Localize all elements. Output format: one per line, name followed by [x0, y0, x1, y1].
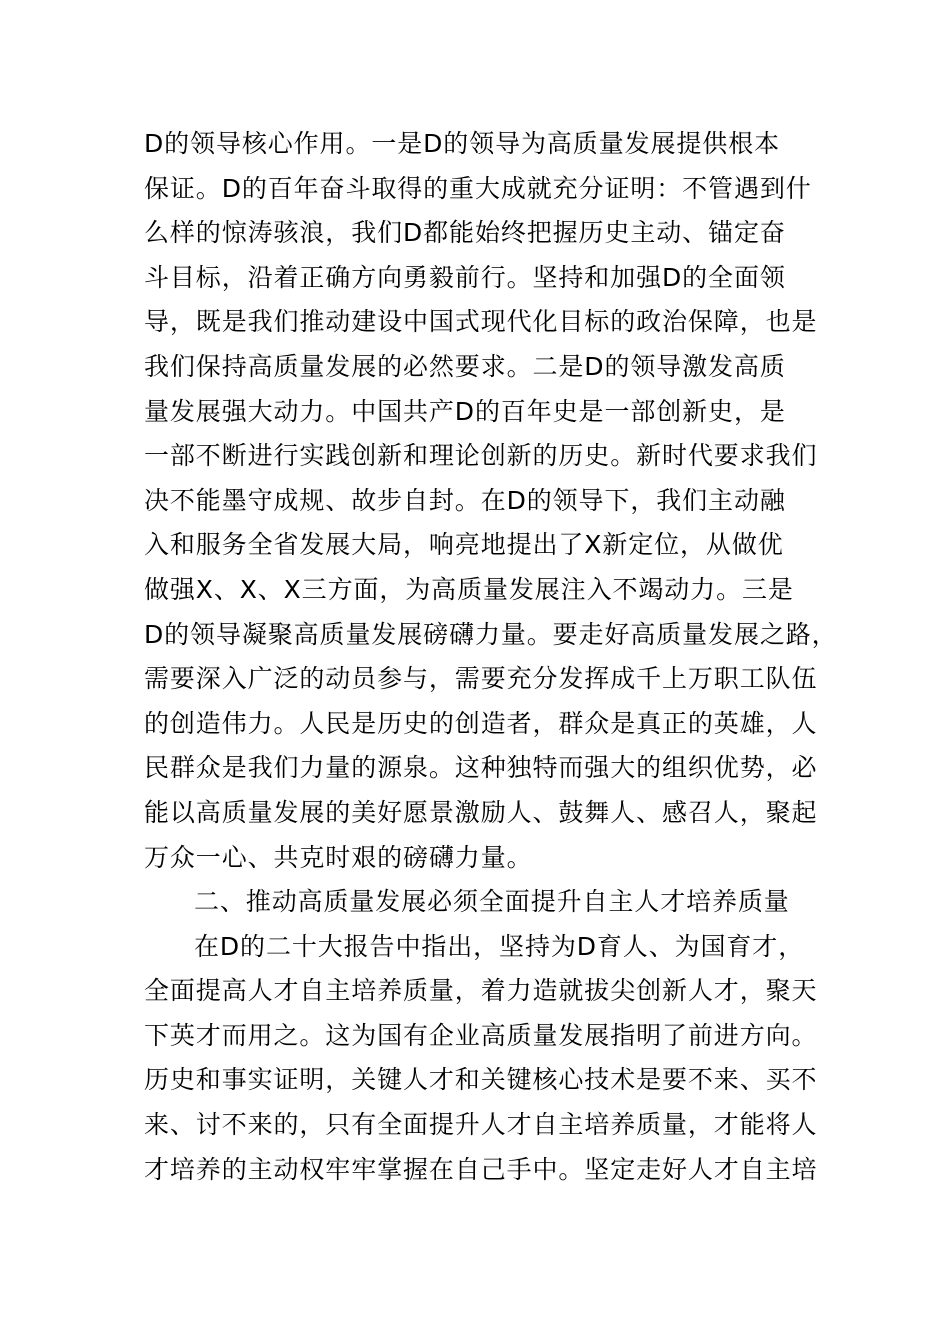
text-line: 我们保持高质量发展的必然要求。二是D的领导激发高质 — [144, 351, 786, 381]
text-line: 入和服务全省发展大局，响亮地提出了X新定位，从做优 — [144, 530, 784, 560]
text-line: D的领导凝聚高质量发展磅礴力量。要走好高质量发展之路， — [144, 619, 838, 649]
text-line: 万众一心、共克时艰的磅礴力量。 — [144, 842, 533, 872]
text-line: 么样的惊涛骇浪，我们D都能始终把握历史主动、锚定奋 — [144, 218, 786, 248]
text-line: 才培养的主动权牢牢掌握在自己手中。坚定走好人才自主培 — [144, 1154, 818, 1184]
text-line: D的领导核心作用。一是D的领导为高质量发展提供根本 — [144, 129, 781, 158]
text-line: 需要深入广泛的动员参与，需要充分发挥成千上万职工队伍 — [144, 664, 818, 694]
text-line: 斗目标，沿着正确方向勇毅前行。坚持和加强D的全面领 — [144, 262, 786, 292]
text-line: 一部不断进行实践创新和理论创新的历史。新时代要求我们 — [144, 441, 818, 471]
text-line: 导，既是我们推动建设中国式现代化目标的政治保障，也是 — [144, 307, 818, 337]
text-line: 能以高质量发展的美好愿景激励人、鼓舞人、感召人，聚起 — [144, 797, 818, 827]
text-line: 的创造伟力。人民是历史的创造者，群众是真正的英雄，人 — [144, 708, 818, 738]
text-line: 下英才而用之。这为国有企业高质量发展指明了前进方向。 — [144, 1020, 818, 1050]
text-line: 在D的二十大报告中指出，坚持为D育人、为国育才， — [194, 931, 805, 961]
body-text — [144, 122, 838, 1192]
text-line: 决不能墨守成规、故步自封。在D的领导下，我们主动融 — [144, 485, 786, 515]
text-line: 来、讨不来的，只有全面提升人才自主培养质量，才能将人 — [144, 1110, 818, 1140]
text-line: 量发展强大动力。中国共产D的百年史是一部创新史，是 — [144, 396, 786, 426]
text-line: 全面提高人才自主培养质量，着力造就拔尖创新人才，聚天 — [144, 976, 818, 1006]
text-line: 民群众是我们力量的源泉。这种独特而强大的组织优势，必 — [144, 753, 818, 783]
text-line: 历史和事实证明，关键人才和关键核心技术是要不来、买不 — [144, 1065, 818, 1095]
section-heading: 二、推动高质量发展必须全面提升自主人才培养质量 — [194, 887, 790, 917]
text-line: 做强X、X、X三方面，为高质量发展注入不竭动力。三是 — [144, 574, 794, 604]
text-line: 保证。D的百年奋斗取得的重大成就充分证明：不管遇到什 — [144, 173, 812, 203]
